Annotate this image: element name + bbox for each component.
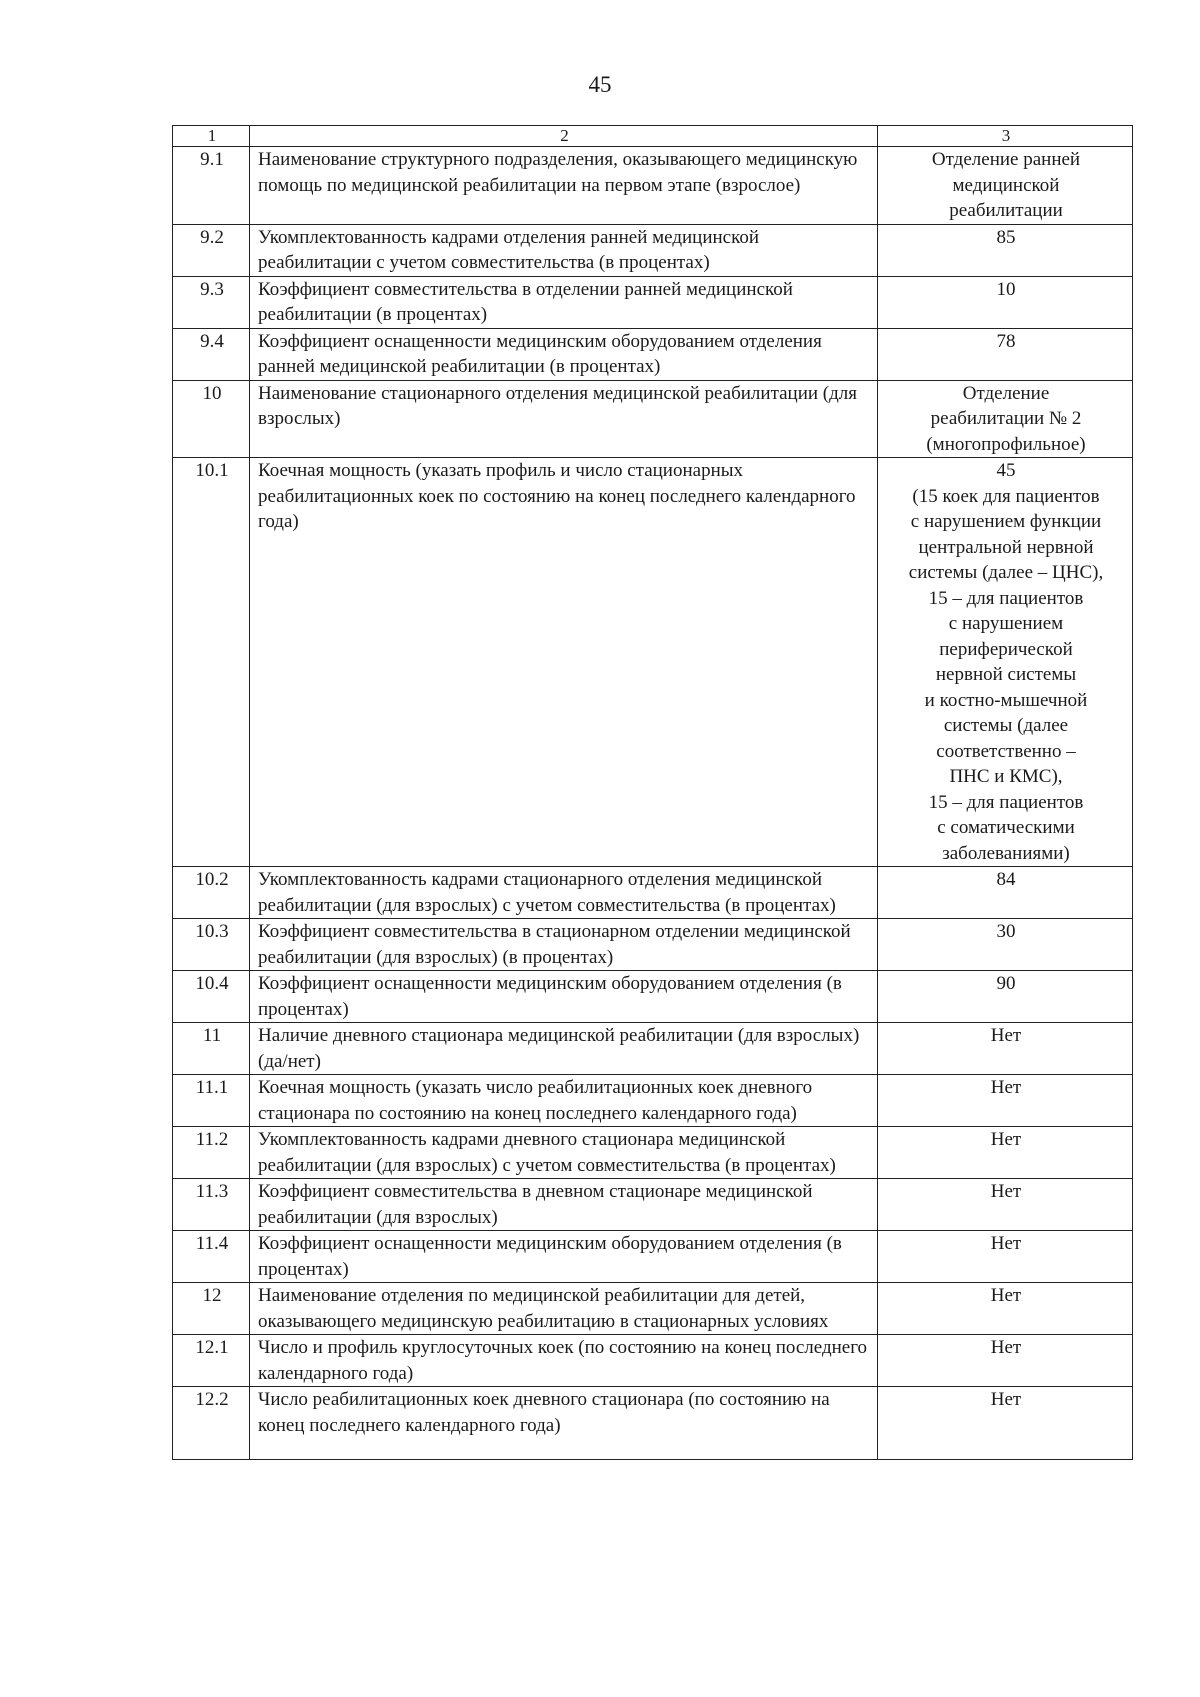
row-number: 11.3 [173, 1179, 250, 1231]
row-value: Нет [878, 1335, 1133, 1387]
row-number: 9.1 [173, 147, 250, 225]
page-number: 45 [588, 72, 612, 97]
row-value: Нет [878, 1231, 1133, 1283]
table-row [173, 919, 1133, 971]
row-description: Укомплектованность кадрами дневного стационара медицинской реабилитации (для взрослых) с учетом совместительства (в процентах) [250, 1127, 878, 1179]
row-description: Коэффициент совместительства в дневном стационаре медицинской реабилитации (для взрослых) [250, 1179, 878, 1231]
row-description: Число реабилитационных коек дневного стационара (по состоянию на конец последнего календарного года) [250, 1387, 878, 1460]
row-value: 78 [878, 328, 1133, 380]
row-number: 10.1 [173, 458, 250, 867]
row-number: 12 [173, 1283, 250, 1335]
row-description: Наличие дневного стационара медицинской реабилитации (для взрослых) (да/нет) [250, 1023, 878, 1075]
table-header-row [173, 126, 1133, 147]
row-description: Наименование структурного подразделения, оказывающего медицинскую помощь по медицинской реабилитации на первом этапе (взрослое) [250, 147, 878, 225]
row-description: Коэффициент оснащенности медицинским оборудованием отделения ранней медицинской реабилитации (в процентах) [250, 328, 878, 380]
table-row [173, 380, 1133, 458]
row-value: Нет [878, 1075, 1133, 1127]
row-description: Наименование отделения по медицинской реабилитации для детей, оказывающего медицинскую реабилитацию в стационарных условиях [250, 1283, 878, 1335]
row-description: Коэффициент совместительства в отделении ранней медицинской реабилитации (в процентах) [250, 276, 878, 328]
row-value: 10 [878, 276, 1133, 328]
row-description: Коечная мощность (указать число реабилитационных коек дневного стационара по состоянию на конец последнего календарного года) [250, 1075, 878, 1127]
row-value: Нет [878, 1127, 1133, 1179]
row-number: 11 [173, 1023, 250, 1075]
row-value: Нет [878, 1023, 1133, 1075]
row-value: Отделение ранней медицинской реабилитации [878, 147, 1133, 225]
row-description: Коэффициент оснащенности медицинским оборудованием отделения (в процентах) [250, 1231, 878, 1283]
row-value: 90 [878, 971, 1133, 1023]
table-row [173, 224, 1133, 276]
row-value: 84 [878, 867, 1133, 919]
row-value: Отделение реабилитации № 2 (многопрофильное) [878, 380, 1133, 458]
row-number: 11.2 [173, 1127, 250, 1179]
table-row [173, 328, 1133, 380]
row-description: Коэффициент совместительства в стационарном отделении медицинской реабилитации (для взрослых) (в процентах) [250, 919, 878, 971]
table-row [173, 147, 1133, 225]
column-header-2: 2 [250, 126, 878, 147]
row-value: Нет [878, 1179, 1133, 1231]
row-number: 12.1 [173, 1335, 250, 1387]
row-value: 85 [878, 224, 1133, 276]
row-value: Нет [878, 1283, 1133, 1335]
table-row [173, 1335, 1133, 1387]
table-row [173, 1179, 1133, 1231]
row-description: Укомплектованность кадрами отделения ранней медицинской реабилитации с учетом совместительства (в процентах) [250, 224, 878, 276]
table-row [173, 971, 1133, 1023]
table-row [173, 867, 1133, 919]
table-row [173, 276, 1133, 328]
row-number: 9.3 [173, 276, 250, 328]
row-number: 10.4 [173, 971, 250, 1023]
table-row [173, 1127, 1133, 1179]
table-row [173, 1023, 1133, 1075]
row-number: 11.4 [173, 1231, 250, 1283]
row-value: 30 [878, 919, 1133, 971]
row-number: 11.1 [173, 1075, 250, 1127]
row-number: 9.2 [173, 224, 250, 276]
table-row [173, 1387, 1133, 1460]
row-number: 10.3 [173, 919, 250, 971]
row-description: Коечная мощность (указать профиль и число стационарных реабилитационных коек по состоянию на конец последнего календарного года) [250, 458, 878, 867]
row-number: 10.2 [173, 867, 250, 919]
table-row [173, 1231, 1133, 1283]
table-row [173, 458, 1133, 867]
row-description: Наименование стационарного отделения медицинской реабилитации (для взрослых) [250, 380, 878, 458]
column-header-1: 1 [173, 126, 250, 147]
column-header-3: 3 [878, 126, 1133, 147]
data-table [172, 125, 1133, 1460]
row-value: Нет [878, 1387, 1133, 1460]
row-description: Число и профиль круглосуточных коек (по состоянию на конец последнего календарного года) [250, 1335, 878, 1387]
table-row [173, 1283, 1133, 1335]
row-number: 9.4 [173, 328, 250, 380]
row-description: Укомплектованность кадрами стационарного отделения медицинской реабилитации (для взрослых) с учетом совместительства (в процентах) [250, 867, 878, 919]
row-value: 45 (15 коек для пациентов с нарушением функции центральной нервной системы (далее – ЦНС), 15 – для пациентов с нарушением периферической нервной системы и костно-мышечной системы (далее соответственно – ПНС и КМС), 15 – для пациентов с соматическими заболеваниями) [878, 458, 1133, 867]
table-row [173, 1075, 1133, 1127]
row-number: 10 [173, 380, 250, 458]
row-number: 12.2 [173, 1387, 250, 1460]
row-description: Коэффициент оснащенности медицинским оборудованием отделения (в процентах) [250, 971, 878, 1023]
